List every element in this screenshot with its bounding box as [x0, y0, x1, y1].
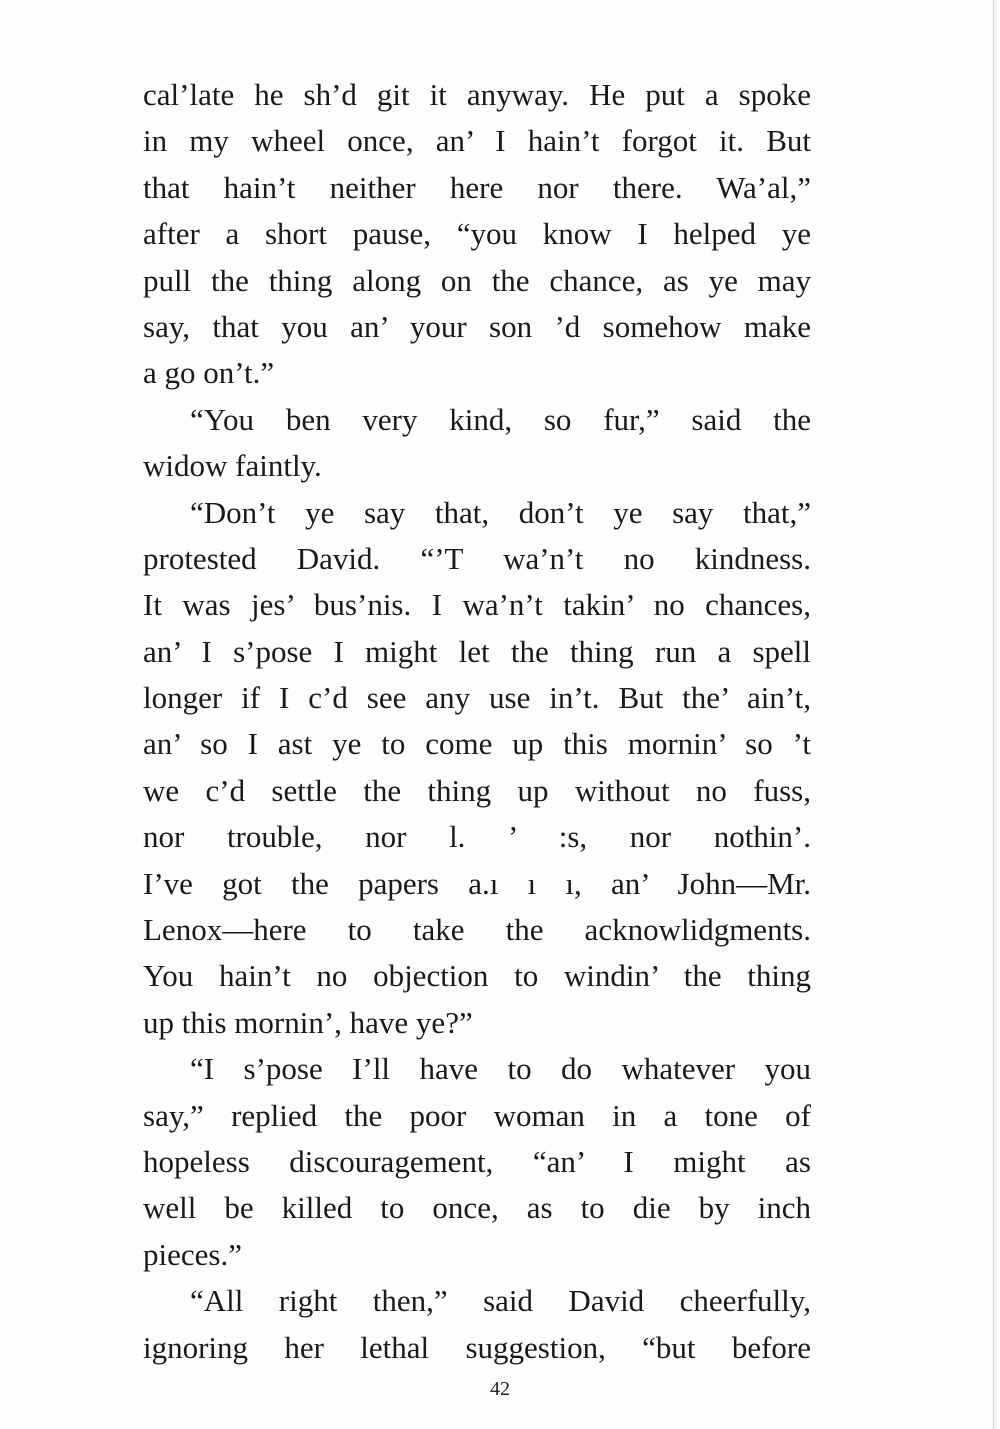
text-line: well be killed to once, as to die by inch	[143, 1190, 811, 1226]
text-line: widow faintly.	[143, 448, 322, 484]
text-line: I’ve got the papers a.ı ı ı, an’ John—Mr.	[143, 865, 811, 901]
paragraph-start-line: “I s’pose I’ll have to do whatever you	[190, 1051, 811, 1087]
page-number: 42	[490, 1378, 510, 1400]
text-line: say,” replied the poor woman in a tone of	[143, 1097, 811, 1133]
text-line: an’ I s’pose I might let the thing run a spell	[143, 633, 811, 669]
text-line: that hain’t neither here nor there. Wa’al,”	[143, 169, 811, 205]
text-line: up this mornin’, have ye?”	[143, 1004, 473, 1040]
text-line: Lenox—here to take the acknowlidgments.	[143, 912, 811, 948]
text-line: a go on’t.”	[143, 355, 275, 391]
text-line: longer if I c’d see any use in’t. But the’ ain’t,	[143, 680, 811, 716]
paragraph-start-line: “Don’t ye say that, don’t ye say that,”	[190, 494, 811, 530]
text-line: in my wheel once, an’ I hain’t forgot it. But	[143, 123, 811, 159]
body-text	[143, 72, 811, 1371]
text-line: nor trouble, nor l. ’ :s, nor nothin’.	[143, 819, 811, 855]
text-line: pieces.”	[143, 1236, 242, 1272]
text-line: an’ so I ast ye to come up this mornin’ so ’t	[143, 726, 811, 762]
text-line: hopeless discouragement, “an’ I might as	[143, 1143, 811, 1179]
text-line: It was jes’ bus’nis. I wa’n’t takin’ no chances,	[143, 587, 811, 623]
text-line: ignoring her lethal suggestion, “but before	[143, 1329, 811, 1365]
page-edge	[993, 0, 1000, 1429]
text-line: we c’d settle the thing up without no fuss,	[143, 772, 811, 808]
paragraph-start-line: “All right then,” said David cheerfully,	[190, 1283, 811, 1319]
text-line: say, that you an’ your son ’d somehow make	[143, 308, 811, 344]
text-line: pull the thing along on the chance, as ye may	[143, 262, 811, 298]
text-line: protested David. “’T wa’n’t no kindness.	[143, 540, 811, 576]
text-line: after a short pause, “you know I helped ye	[143, 216, 811, 252]
text-line: You hain’t no objection to windin’ the thing	[143, 958, 811, 994]
text-line: cal’late he sh’d git it anyway. He put a spoke	[143, 77, 811, 112]
paragraph-start-line: “You ben very kind, so fur,” said the	[190, 401, 811, 437]
